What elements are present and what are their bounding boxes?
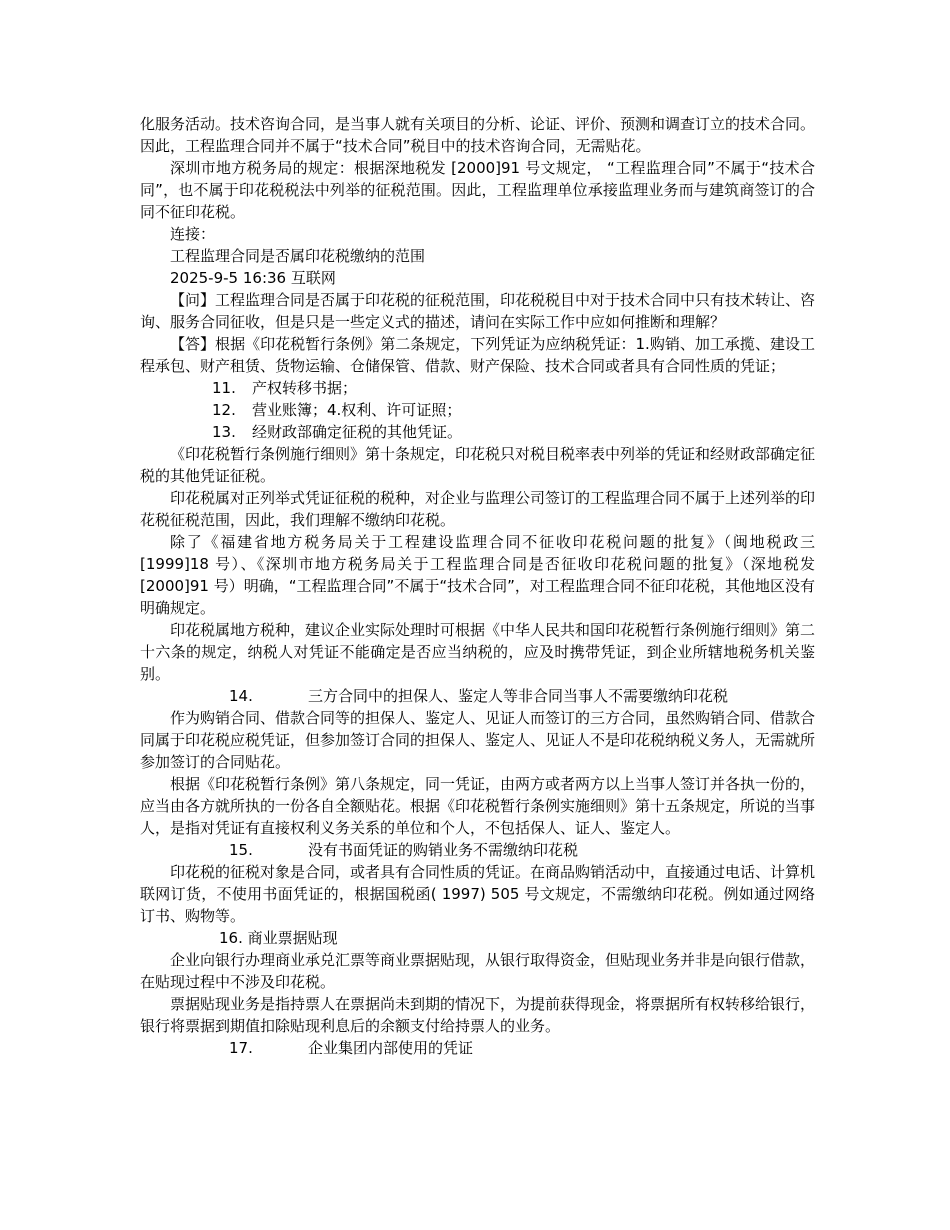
section-number: 17. [229,1039,253,1057]
list-item [140,377,815,399]
section-heading-16: 16. 商业票据贴现 [219,929,338,947]
paragraph: 企业向银行办理商业承兑汇票等商业票据贴现，从银行取得资金，但贴现业务并非是向银行借款，在贴现过程中不涉及印花税。 [140,951,816,991]
paragraph: 印花税属地方税种，建议企业实际处理时可根据《中华人民共和国印花税暂行条例施行细则》第二十六条的规定，纳税人对凭证不能确定是否应当纳税的，应及时携带凭证，到企业所辖地税务机关鉴别。 [140,621,816,683]
list-item-text: 经财政部确定征税的其他凭证。 [252,423,463,441]
section-title: 企业集团内部使用的凭证 [308,1039,474,1057]
list-item-text: 营业账簿；4.权利、许可证照； [252,401,462,419]
paragraph: 根据《印花税暂行条例》第八条规定，同一凭证，由两方或者两方以上当事人签订并各执一份的，应当由各方就所执的一份各自全额贴花。根据《印花税暂行条例实施细则》第十五条规定，所说的当事人，是指对凭证有直接权利义务关系的单位和个人，不包括保人、证人、鉴定人。 [140,775,816,837]
section-heading-15 [140,839,815,861]
answer-paragraph: 【答】根据《印花税暂行条例》第二条规定，下列凭证为应纳税凭证：1.购销、加工承揽、建设工程承包、财产租赁、货物运输、仓储保管、借款、财产保险、技术合同或者具有合同性质的凭证； [140,335,815,375]
paragraph: 化服务活动。技术咨询合同，是当事人就有关项目的分析、论证、评价、预测和调查订立的技术合同。因此，工程监理合同并不属于“技术合同”税目中的技术咨询合同，无需贴花。 [140,115,816,155]
paragraph: 印花税的征税对象是合同，或者具有合同性质的凭证。在商品购销活动中，直接通过电话、计算机联网订货，不使用书面凭证的，根据国税函( 1997) 505 号文规定，不需缴纳印花税。例如通过网络订书、购物等。 [140,863,816,925]
section-number: 15. [229,841,253,859]
list-item-number: 11. [212,379,236,397]
paragraph: 《印花税暂行条例施行细则》第十条规定，印花税只对税目税率表中列举的凭证和经财政部确定征税的其他凭证征税。 [140,445,816,485]
list-item [140,421,815,443]
article-date-source: 2025-9-5 16:36 互联网 [170,269,336,287]
section-heading-14 [140,685,815,707]
article-title: 工程监理合同是否属印花税缴纳的范围 [170,247,426,265]
paragraph: 作为购销合同、借款合同等的担保人、鉴定人、见证人而签订的三方合同，虽然购销合同、借款合同属于印花税应税凭证，但参加签订合同的担保人、鉴定人、见证人不是印花税纳税义务人，无需就所参加签订的合同贴花。 [140,709,816,771]
list-item-text: 产权转移书据； [252,379,358,397]
paragraph: 印花税属对正列举式凭证征税的税种，对企业与监理公司签订的工程监理合同不属于上述列举的印花税征税范围，因此，我们理解不缴纳印花税。 [140,489,816,529]
question-paragraph: 【问】工程监理合同是否属于印花税的征税范围，印花税税目中对于技术合同中只有技术转让、咨询、服务合同征收，但是只是一些定义式的描述，请问在实际工作中应如何推断和理解？ [140,291,816,331]
link-label: 连接： [170,225,216,243]
section-heading-17 [140,1037,815,1059]
section-title: 三方合同中的担保人、鉴定人等非合同当事人不需要缴纳印花税 [308,687,729,705]
section-title: 没有书面凭证的购销业务不需缴纳印花税 [308,841,579,859]
list-item-number: 12. [212,401,236,419]
list-item-number: 13. [212,423,236,441]
document-body [140,113,815,1059]
paragraph: 深圳市地方税务局的规定：根据深地税发 [2000]91 号文规定， “工程监理合同”不属于“技术合同”，也不属于印花税税法中列举的征税范围。因此，工程监理单位承接监理业务而与建筑商签订的合同不征印花税。 [140,159,815,221]
paragraph: 票据贴现业务是指持票人在票据尚未到期的情况下，为提前获得现金，将票据所有权转移给银行，银行将票据到期值扣除贴现利息后的余额支付给持票人的业务。 [140,995,816,1035]
list-item [140,399,815,421]
section-number: 14. [229,687,253,705]
paragraph: 除了《福建省地方税务局关于工程建设监理合同不征收印花税问题的批复》（闽地税政三[1999]18 号）、《深圳市地方税务局关于工程监理合同是否征收印花税问题的批复》（深地税发[2000]91 号）明确，“工程监理合同”不属于“技术合同”，对工程监理合同不征印花税，其他地区没有明确规定。 [140,533,815,617]
